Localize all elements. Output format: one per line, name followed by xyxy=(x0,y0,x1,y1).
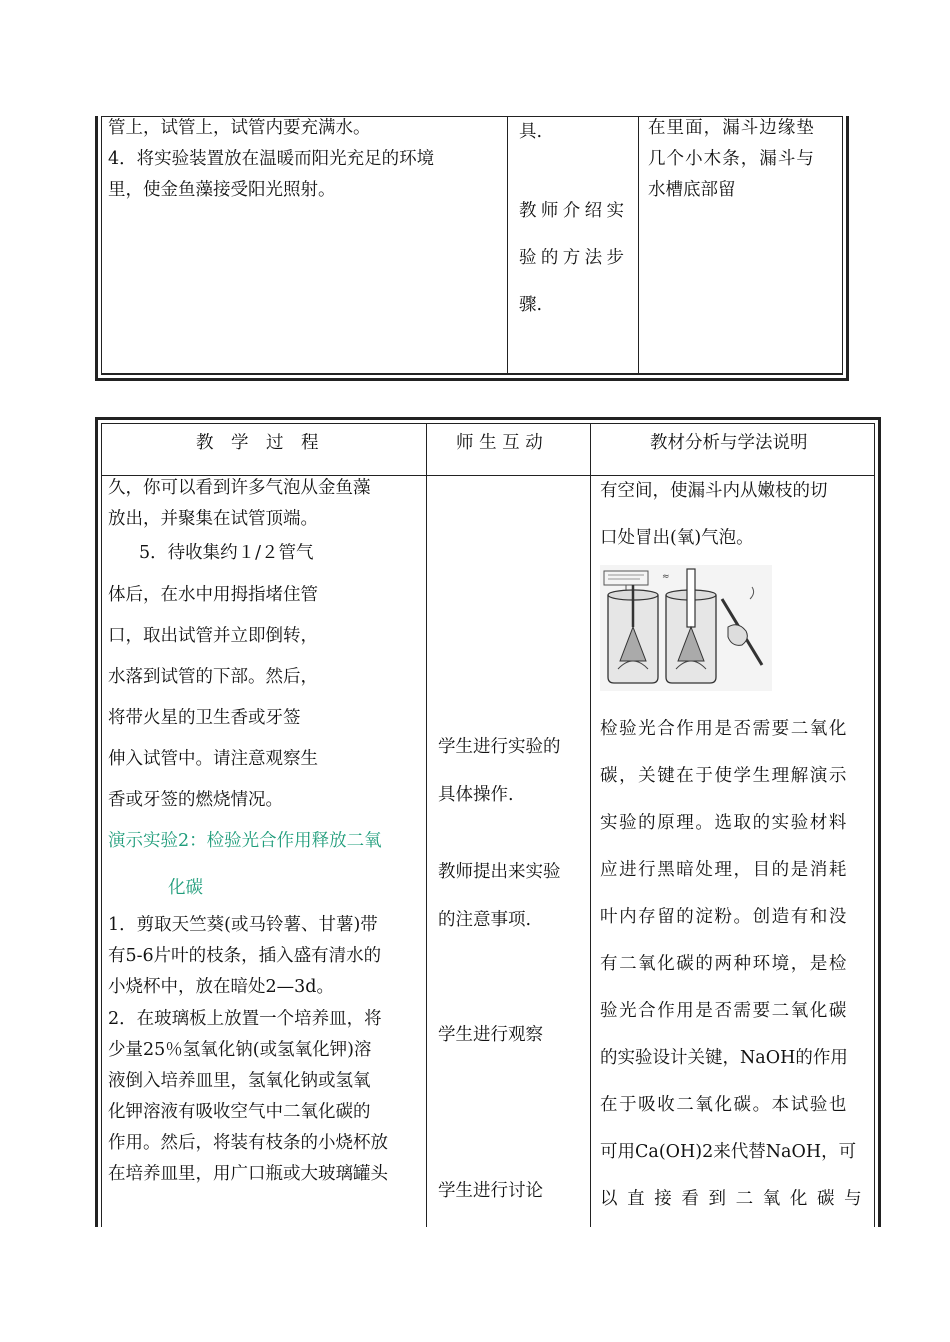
analysis-line: 在于吸收二氧化碳。本试验也 xyxy=(600,1095,848,1115)
analysis-line: 碳，关键在于使学生理解演示 xyxy=(600,766,848,786)
analysis-line: 口处冒出(氧)气泡。 xyxy=(600,528,754,548)
table-1-col1-line: 4．将实验装置放在温暖而阳光充足的环境 xyxy=(108,149,435,169)
interaction-line: 的注意事项. xyxy=(438,910,532,930)
interaction-line: 学生进行讨论 xyxy=(438,1181,543,1201)
analysis-line: 检验光合作用是否需要二氧化 xyxy=(600,719,848,739)
analysis-line: 验光合作用是否需要二氧化碳 xyxy=(600,1001,848,1021)
process-line: 5．待收集约１/２管气 xyxy=(139,543,314,563)
table-1-col3-line: 水槽底部留 xyxy=(648,180,736,200)
process-line: 作用。然后，将装有枝条的小烧杯放 xyxy=(108,1133,388,1153)
interaction-line: 教师提出来实验 xyxy=(438,862,561,882)
demo-experiment-2-title: 演示实验2：检验光合作用释放二氧 xyxy=(108,831,382,851)
interaction-line: 学生进行观察 xyxy=(438,1025,543,1045)
table-1-col2-line: 验的方法步 xyxy=(519,248,629,268)
process-line: 伸入试管中。请注意观察生 xyxy=(108,749,318,769)
process-line: 香或牙签的燃烧情况。 xyxy=(108,790,283,810)
table-1-col2-line: 骤. xyxy=(519,295,543,315)
process-line: 久，你可以看到许多气泡从金鱼藻 xyxy=(108,478,371,498)
interaction-line: 具体操作. xyxy=(438,785,514,805)
process-line: 1．剪取天竺葵(或马铃薯、甘薯)带 xyxy=(108,915,378,935)
process-line: 水落到试管的下部。然后， xyxy=(108,667,318,687)
process-line: 口，取出试管并立即倒转， xyxy=(108,626,318,646)
header-interaction: 师 生 互 动 xyxy=(456,433,543,453)
process-line: 液倒入培养皿里，氢氧化钠或氢氧 xyxy=(108,1071,371,1091)
process-line: 化钾溶液有吸收空气中二氧化碳的 xyxy=(108,1102,371,1122)
analysis-line: 的实验设计关键，NaOH的作用 xyxy=(600,1048,848,1068)
process-line: 2．在玻璃板上放置一个培养皿，将 xyxy=(108,1009,382,1029)
analysis-line: 有空间，使漏斗内从嫩枝的切 xyxy=(600,481,828,501)
table-1-col1-line: 管上，试管上，试管内要充满水。 xyxy=(108,118,371,138)
process-line: 放出，并聚集在试管顶端。 xyxy=(108,509,318,529)
table-1-col3-line: 在里面，漏斗边缘垫 xyxy=(648,118,815,138)
table-1-col2-line: 具. xyxy=(519,122,543,142)
analysis-line: 有二氧化碳的两种环境，是检 xyxy=(600,954,848,974)
process-line: 有5-6片叶的枝条，插入盛有清水的 xyxy=(108,946,382,966)
analysis-line: 以直接看到二氧化碳与 xyxy=(600,1189,872,1209)
process-line: 少量25％氢氧化钠(或氢氧化钾)溶 xyxy=(108,1040,372,1060)
analysis-line: 实验的原理。选取的实验材料 xyxy=(600,813,848,833)
analysis-line: 应进行黑暗处理，目的是消耗 xyxy=(600,860,848,880)
process-line: 小烧杯中，放在暗处2—3d。 xyxy=(108,977,334,997)
table-1-col1-line: 里，使金鱼藻接受阳光照射。 xyxy=(108,180,336,200)
svg-text:≈: ≈ xyxy=(662,572,670,582)
interaction-line: 学生进行实验的 xyxy=(438,737,561,757)
analysis-line: 可用Ca(OH)2来代替NaOH，可 xyxy=(600,1142,857,1162)
table-1-col2-line: 教师介绍实 xyxy=(519,201,629,221)
table-1-col3-line: 几个小木条，漏斗与 xyxy=(648,149,815,169)
process-line: 将带火星的卫生香或牙签 xyxy=(108,708,301,728)
analysis-line: 叶内存留的淀粉。创造有和没 xyxy=(600,907,848,927)
header-teaching-process: 教 学 过 程 xyxy=(196,433,319,453)
experiment-illustration xyxy=(600,565,772,691)
process-line: 体后，在水中用拇指堵住管 xyxy=(108,585,318,605)
header-analysis: 教材分析与学法说明 xyxy=(650,433,808,453)
process-line: 在培养皿里，用广口瓶或大玻璃罐头 xyxy=(108,1164,388,1184)
demo-experiment-2-title-cont: 化碳 xyxy=(168,878,203,898)
apparatus-sketch-icon xyxy=(600,565,772,691)
